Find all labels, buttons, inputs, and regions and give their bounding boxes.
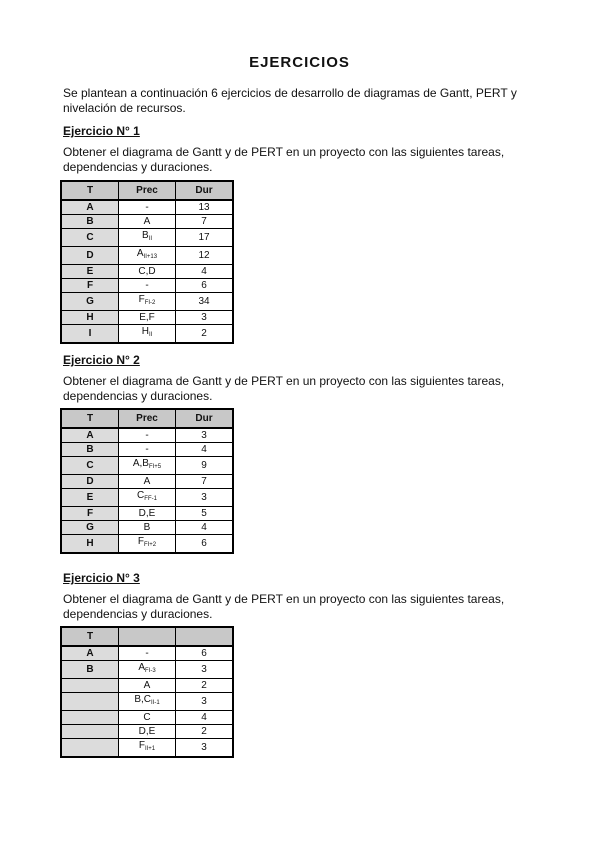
header-task: T: [61, 409, 119, 428]
prec-cell: [119, 535, 176, 554]
prec-relation-subscript: II: [148, 236, 152, 242]
task-cell: A: [61, 428, 119, 443]
prec-cell: [119, 215, 176, 229]
prec-cell: [119, 279, 176, 293]
prec-value: -: [145, 444, 149, 455]
prec-cell: [119, 200, 176, 215]
prec-value: H: [141, 326, 149, 337]
task-cell: F: [61, 279, 119, 293]
dur-cell: 2: [176, 725, 234, 739]
table-row: [61, 521, 233, 535]
prec-value: -: [145, 280, 149, 291]
dur-cell: 6: [176, 535, 234, 554]
table-row: [61, 428, 233, 443]
table-row: [61, 247, 233, 265]
prec-value: D,E: [138, 508, 156, 519]
table-row: [61, 200, 233, 215]
table-row: [61, 679, 233, 693]
table-row: [61, 711, 233, 725]
task-cell: A: [61, 646, 119, 661]
prec-cell: [119, 325, 176, 344]
page-title: EJERCICIOS: [249, 54, 350, 71]
table-row: [61, 489, 233, 507]
exercise-2-table: [60, 408, 234, 554]
task-cell: E: [61, 489, 119, 507]
prec-cell: [119, 229, 176, 247]
task-cell: C: [61, 229, 119, 247]
table-row: [61, 215, 233, 229]
prec-relation-subscript: FI+5: [148, 464, 162, 470]
prec-cell: [119, 711, 176, 725]
task-cell: C: [61, 457, 119, 475]
prec-value: -: [145, 202, 149, 213]
task-cell: H: [61, 535, 119, 554]
dur-cell: 5: [176, 507, 234, 521]
table-row: [61, 279, 233, 293]
task-cell: D: [61, 247, 119, 265]
header-prec: Prec: [119, 181, 176, 200]
task-cell: F: [61, 507, 119, 521]
dur-cell: 3: [176, 489, 234, 507]
exercise-1-title: Ejercicio N° 1: [63, 124, 140, 138]
header-task: T: [61, 627, 119, 646]
prec-cell: [119, 457, 176, 475]
table-row: [61, 325, 233, 344]
task-cell: B: [61, 661, 119, 679]
task-cell: E: [61, 265, 119, 279]
prec-value: B: [141, 230, 149, 241]
dur-cell: 12: [176, 247, 234, 265]
prec-value: A,B: [132, 458, 149, 469]
table-row: [61, 311, 233, 325]
task-cell: G: [61, 521, 119, 535]
dur-cell: 4: [176, 443, 234, 457]
prec-value: -: [145, 648, 149, 659]
dur-cell: 4: [176, 265, 234, 279]
dur-cell: 34: [176, 293, 234, 311]
task-cell: G: [61, 293, 119, 311]
intro-paragraph: Se plantean a continuación 6 ejercicios de desarrollo de diagramas de Gantt, PERT y nivelación de recursos.: [63, 86, 517, 115]
table-row: [61, 443, 233, 457]
dur-cell: 4: [176, 521, 234, 535]
table-row: [61, 693, 233, 711]
dur-cell: 9: [176, 457, 234, 475]
table-row: [61, 661, 233, 679]
prec-value: A: [136, 248, 144, 259]
prec-cell: [119, 646, 176, 661]
exercise-1-description: Obtener el diagrama de Gantt y de PERT en un proyecto con las siguientes tareas, dependencias y duraciones.: [63, 145, 505, 174]
prec-cell: [119, 507, 176, 521]
prec-relation-subscript: FI-3: [145, 668, 156, 674]
prec-value: F: [138, 740, 145, 751]
table-row: [61, 229, 233, 247]
table-row: [61, 725, 233, 739]
header-task: T: [61, 181, 119, 200]
header-dur: Dur: [176, 181, 234, 200]
header-prec: [119, 627, 176, 646]
prec-cell: [119, 443, 176, 457]
task-cell: [61, 739, 119, 758]
table-row: [61, 293, 233, 311]
prec-value: B: [143, 522, 151, 533]
prec-cell: [119, 489, 176, 507]
header-prec: Prec: [119, 409, 176, 428]
exercise-3-table: [60, 626, 234, 758]
dur-cell: 2: [176, 325, 234, 344]
prec-cell: [119, 725, 176, 739]
prec-relation-subscript: FF-1: [144, 496, 157, 502]
table-row: [61, 457, 233, 475]
prec-value: C: [137, 490, 145, 501]
prec-cell: [119, 265, 176, 279]
table-row: [61, 646, 233, 661]
prec-cell: [119, 693, 176, 711]
prec-cell: [119, 661, 176, 679]
task-cell: [61, 693, 119, 711]
prec-cell: [119, 293, 176, 311]
dur-cell: 3: [176, 311, 234, 325]
header-dur: [176, 627, 234, 646]
exercise-2-description: Obtener el diagrama de Gantt y de PERT en un proyecto con las siguientes tareas, dependencias y duraciones.: [63, 374, 505, 403]
prec-value: A: [143, 216, 151, 227]
header-dur: Dur: [176, 409, 234, 428]
prec-value: A: [138, 662, 145, 673]
task-cell: D: [61, 475, 119, 489]
dur-cell: 7: [176, 215, 234, 229]
prec-cell: [119, 475, 176, 489]
prec-value: -: [145, 430, 149, 441]
table-row: [61, 265, 233, 279]
prec-cell: [119, 739, 176, 758]
task-cell: [61, 679, 119, 693]
dur-cell: 6: [176, 279, 234, 293]
task-cell: I: [61, 325, 119, 344]
prec-value: F: [137, 536, 144, 547]
prec-value: C: [143, 712, 151, 723]
prec-value: D,E: [138, 726, 156, 737]
dur-cell: 13: [176, 200, 234, 215]
prec-relation-subscript: II: [148, 332, 153, 338]
prec-cell: [119, 521, 176, 535]
dur-cell: 3: [176, 739, 234, 758]
task-cell: A: [61, 200, 119, 215]
prec-cell: [119, 428, 176, 443]
dur-cell: 4: [176, 711, 234, 725]
table-row: [61, 507, 233, 521]
prec-relation-subscript: FI+2: [143, 542, 157, 548]
dur-cell: 3: [176, 428, 234, 443]
task-cell: [61, 725, 119, 739]
dur-cell: 3: [176, 661, 234, 679]
exercise-3-description: Obtener el diagrama de Gantt y de PERT en un proyecto con las siguientes tareas, dependencias y duraciones.: [63, 592, 505, 621]
exercise-2-title: Ejercicio N° 2: [63, 353, 140, 367]
prec-relation-subscript: II+13: [143, 254, 158, 260]
dur-cell: 2: [176, 679, 234, 693]
dur-cell: 3: [176, 693, 234, 711]
task-cell: [61, 711, 119, 725]
prec-cell: [119, 679, 176, 693]
prec-relation-subscript: II-1: [151, 700, 160, 706]
table-row: [61, 535, 233, 554]
prec-value: C,D: [138, 266, 156, 277]
prec-relation-subscript: II+1: [144, 746, 156, 752]
prec-value: A: [143, 680, 151, 691]
dur-cell: 7: [176, 475, 234, 489]
task-cell: B: [61, 215, 119, 229]
task-cell: B: [61, 443, 119, 457]
dur-cell: 6: [176, 646, 234, 661]
prec-value: A: [143, 476, 151, 487]
prec-cell: [119, 247, 176, 265]
task-cell: H: [61, 311, 119, 325]
prec-value: E,F: [139, 312, 155, 323]
prec-cell: [119, 311, 176, 325]
prec-relation-subscript: FI-2: [144, 300, 156, 306]
exercise-1-table: [60, 180, 234, 344]
exercise-3-title: Ejercicio N° 3: [63, 571, 140, 585]
dur-cell: 17: [176, 229, 234, 247]
prec-value: F: [138, 294, 145, 305]
table-row: [61, 475, 233, 489]
prec-value: B,C: [134, 694, 151, 705]
table-row: [61, 739, 233, 758]
